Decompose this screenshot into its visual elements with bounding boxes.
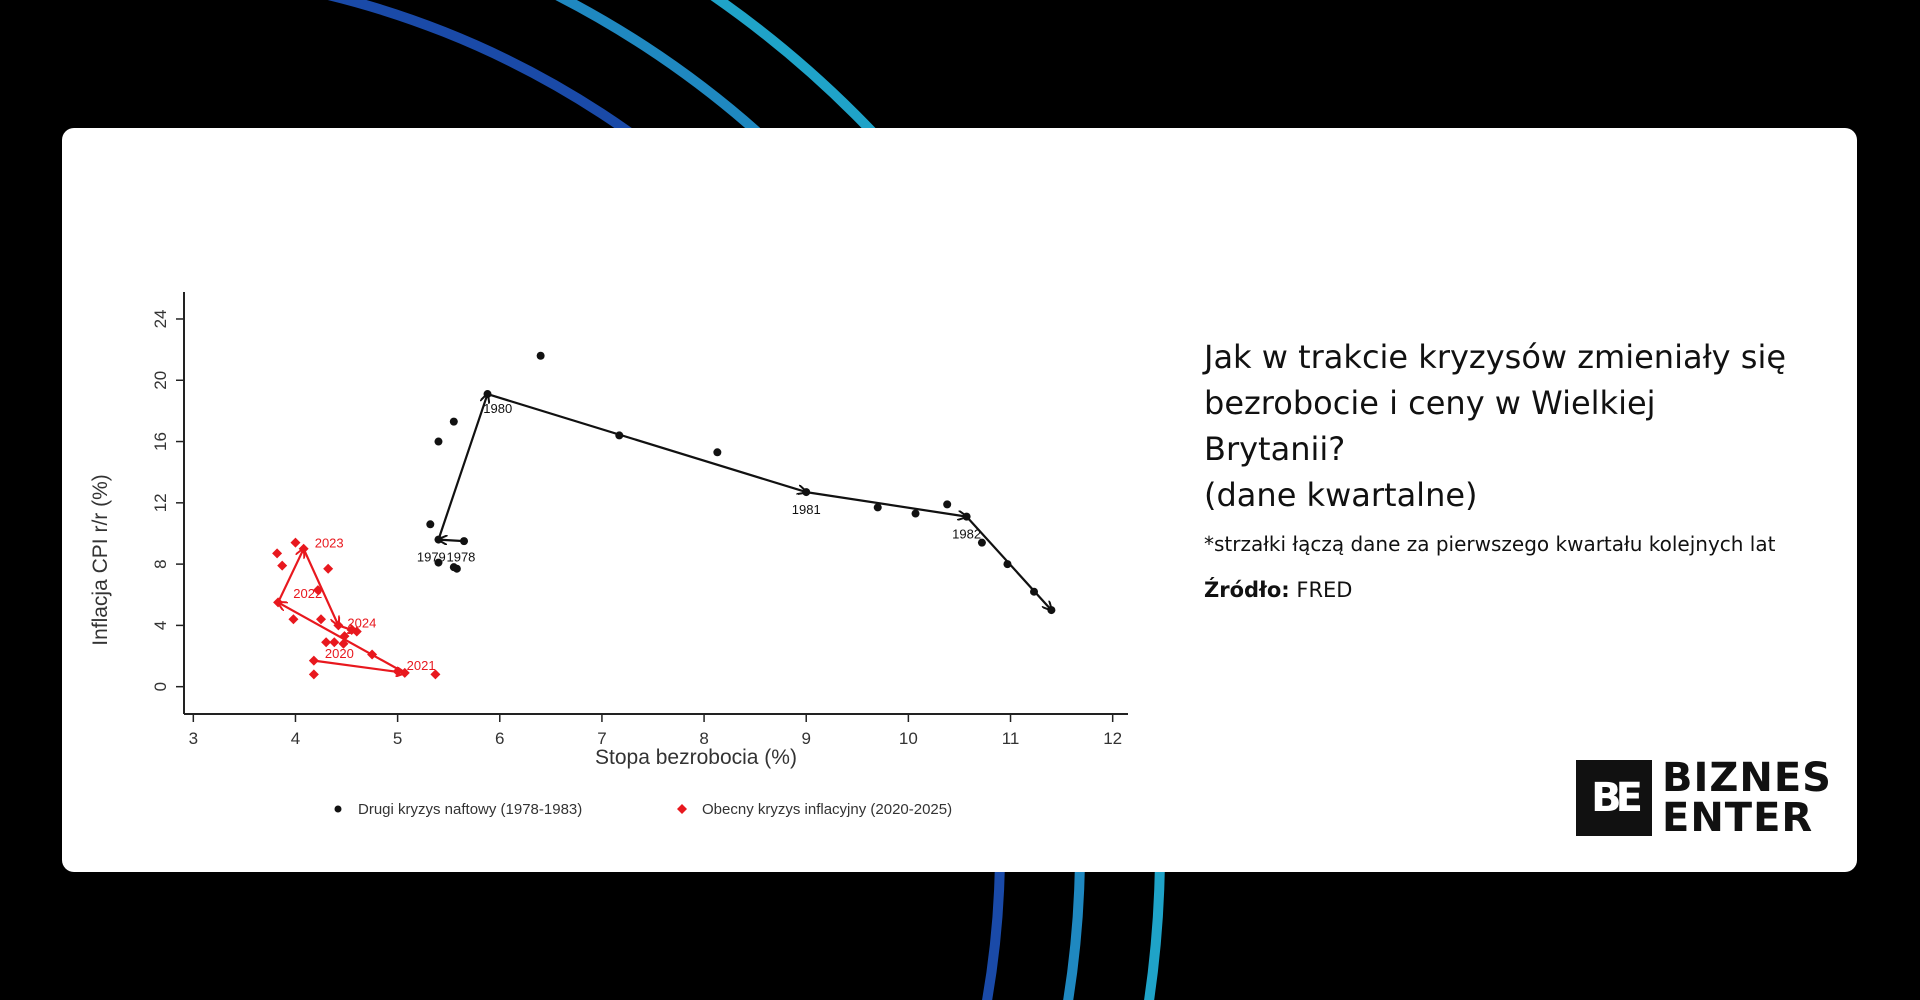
data-point-series-1 <box>460 537 468 545</box>
x-tick-label: 3 <box>188 729 199 748</box>
data-point-series-1 <box>943 500 951 508</box>
data-point-series-1 <box>450 418 458 426</box>
info-source <box>1204 578 1804 602</box>
data-point-series-2 <box>333 620 343 630</box>
data-point-series-1 <box>434 536 442 544</box>
x-tick-label: 6 <box>495 729 505 748</box>
legend-marker-series-2 <box>677 804 687 814</box>
arrow-series-2 <box>314 661 405 673</box>
arrows-layer <box>278 394 1051 673</box>
data-point-series-1 <box>484 390 492 398</box>
y-tick-label: 0 <box>151 681 170 692</box>
info-title-line-3: (dane kwartalne) <box>1204 476 1478 514</box>
y-tick-label: 24 <box>151 309 170 329</box>
x-tick-label: 5 <box>392 729 403 748</box>
logo-line-1: BIZNES <box>1662 755 1832 801</box>
scatter-chart <box>62 128 1242 872</box>
data-point-series-1 <box>874 503 882 511</box>
data-point-series-1 <box>963 513 971 521</box>
arrow-series-1 <box>488 394 807 492</box>
year-label-series-1: 1979 <box>416 549 446 565</box>
data-point-series-2 <box>272 548 282 558</box>
year-label-series-2: 2022 <box>293 586 323 602</box>
source-value: FRED <box>1296 578 1353 602</box>
bizness-enter-logo <box>1576 755 1832 841</box>
data-point-series-2 <box>288 614 298 624</box>
info-note: *strzałki łączą dane za pierwszego kwartału kolejnych lat <box>1204 532 1776 556</box>
data-point-series-1 <box>615 431 623 439</box>
year-label-series-2: 2023 <box>314 535 344 551</box>
y-tick-label: 12 <box>151 493 170 513</box>
x-tick-label: 9 <box>801 729 811 748</box>
year-labels-layer <box>293 401 981 673</box>
logo-wordmark <box>1662 755 1832 841</box>
y-axis-title: Inflacja CPI r/r (%) <box>89 474 112 646</box>
x-axis-title: Stopa bezrobocia (%) <box>595 746 797 769</box>
source-label: Źródło: <box>1204 578 1290 602</box>
data-point-series-2 <box>273 597 283 607</box>
data-point-series-2 <box>316 614 326 624</box>
year-label-series-1: 1978 <box>446 549 476 565</box>
data-point-series-2 <box>290 538 300 548</box>
x-tick-label: 8 <box>699 729 709 748</box>
info-title-line-2: bezrobocie i ceny w Wielkiej Brytanii? <box>1204 384 1656 468</box>
logo-line-2: ENTER <box>1662 795 1814 841</box>
info-title <box>1204 334 1804 518</box>
data-point-series-2 <box>367 650 377 660</box>
chart-axes <box>151 292 1128 748</box>
year-label-series-2: 2021 <box>406 658 436 674</box>
data-point-series-1 <box>1030 588 1038 596</box>
year-label-series-1: 1980 <box>483 400 513 416</box>
data-point-series-2 <box>309 669 319 679</box>
data-point-series-2 <box>340 631 350 641</box>
data-point-series-1 <box>802 488 810 496</box>
year-label-series-2: 2020 <box>324 645 354 661</box>
data-point-series-2 <box>277 561 287 571</box>
content-card <box>62 128 1857 872</box>
x-tick-label: 7 <box>597 729 607 748</box>
data-point-series-1 <box>426 520 434 528</box>
y-tick-label: 4 <box>151 620 170 631</box>
legend-label-series-2: Obecny kryzys inflacyjny (2020-2025) <box>702 801 953 818</box>
y-tick-label: 16 <box>151 432 170 452</box>
data-point-series-2 <box>299 544 309 554</box>
data-point-series-2 <box>323 564 333 574</box>
arrow-series-1 <box>806 492 966 517</box>
data-point-series-2 <box>309 656 319 666</box>
points-layer <box>272 352 1055 680</box>
year-label-series-2: 2024 <box>347 615 377 631</box>
data-point-series-1 <box>1047 606 1055 614</box>
legend-label-series-1: Drugi kryzys naftowy (1978-1983) <box>358 801 583 818</box>
info-title-line-1: Jak w trakcie kryzysów zmieniały się <box>1204 338 1787 376</box>
legend-marker-series-1 <box>335 806 342 813</box>
x-tick-label: 11 <box>1001 729 1020 748</box>
y-tick-label: 8 <box>151 559 170 569</box>
legend <box>335 801 953 818</box>
x-tick-label: 12 <box>1103 729 1123 748</box>
x-tick-label: 4 <box>290 729 301 748</box>
info-panel <box>1204 334 1804 602</box>
data-point-series-1 <box>434 438 442 446</box>
arrow-series-1 <box>438 394 487 540</box>
logo-mark: BE <box>1576 760 1652 836</box>
data-point-series-1 <box>713 448 721 456</box>
year-label-series-1: 1981 <box>791 501 821 517</box>
x-tick-label: 10 <box>898 729 918 748</box>
year-label-series-1: 1982 <box>952 526 982 542</box>
data-point-series-1 <box>537 352 545 360</box>
data-point-series-1 <box>1003 560 1011 568</box>
y-tick-label: 20 <box>151 370 170 390</box>
data-point-series-1 <box>912 510 920 518</box>
